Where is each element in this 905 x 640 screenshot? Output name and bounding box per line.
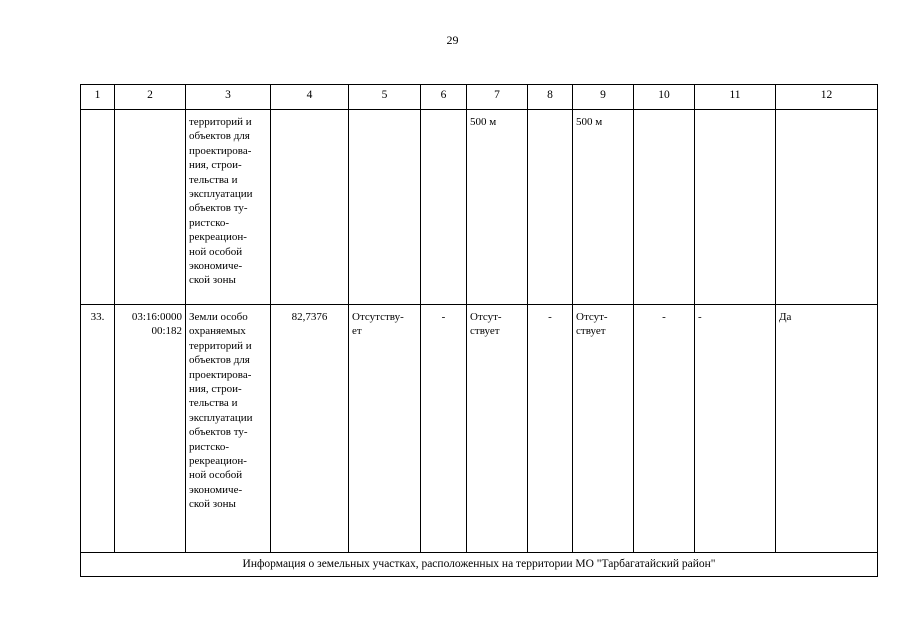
column-header: 6 bbox=[421, 85, 467, 110]
table-cell: территорий и объектов для проектирова- ния, строи- тельства и эксплуатации объектов ту- ристско- рекреацион- ной особой экономиче- ской зоны bbox=[186, 110, 271, 305]
table-cell: 500 м bbox=[573, 110, 634, 305]
column-header: 10 bbox=[634, 85, 695, 110]
table-cell: Отсут- ствует bbox=[467, 305, 528, 553]
table-cell: - bbox=[528, 305, 573, 553]
column-header: 4 bbox=[271, 85, 349, 110]
land-plots-table bbox=[80, 84, 878, 577]
column-header: 7 bbox=[467, 85, 528, 110]
column-header: 5 bbox=[349, 85, 421, 110]
table-cell bbox=[81, 110, 115, 305]
column-header: 1 bbox=[81, 85, 115, 110]
table-cell bbox=[115, 110, 186, 305]
section-info-row bbox=[81, 553, 878, 577]
table-cell: - bbox=[695, 305, 776, 553]
table-row-33 bbox=[81, 305, 878, 553]
cadastral-number-cell: 03:16:0000 00:182 bbox=[115, 305, 186, 553]
table-cell: Да bbox=[776, 305, 878, 553]
area-cell: 82,7376 bbox=[271, 305, 349, 553]
table-cell bbox=[528, 110, 573, 305]
table-cell: Отсутству- ет bbox=[349, 305, 421, 553]
column-header: 8 bbox=[528, 85, 573, 110]
header-row bbox=[81, 85, 878, 110]
column-header: 9 bbox=[573, 85, 634, 110]
table-row-continued bbox=[81, 110, 878, 305]
table-cell bbox=[634, 110, 695, 305]
page-number: 29 bbox=[446, 33, 459, 47]
table-cell: Отсут- ствует bbox=[573, 305, 634, 553]
table-cell bbox=[776, 110, 878, 305]
table-cell: - bbox=[421, 305, 467, 553]
column-header: 2 bbox=[115, 85, 186, 110]
table-cell bbox=[349, 110, 421, 305]
table-cell bbox=[271, 110, 349, 305]
table-cell: 500 м bbox=[467, 110, 528, 305]
section-info-text: Информация о земельных участках, расположенных на территории МО "Тарбагатайский район" bbox=[81, 553, 878, 577]
column-header: 3 bbox=[186, 85, 271, 110]
table-cell bbox=[695, 110, 776, 305]
column-header: 12 bbox=[776, 85, 878, 110]
row-number-cell: 33. bbox=[81, 305, 115, 553]
table-cell: - bbox=[634, 305, 695, 553]
column-header: 11 bbox=[695, 85, 776, 110]
land-category-cell: Земли особо охраняемых территорий и объектов для проектирова- ния, строи- тельства и эксплуатации объектов ту- ристско- рекреацион- ной особой экономиче- ской зоны bbox=[186, 305, 271, 553]
table-cell bbox=[421, 110, 467, 305]
